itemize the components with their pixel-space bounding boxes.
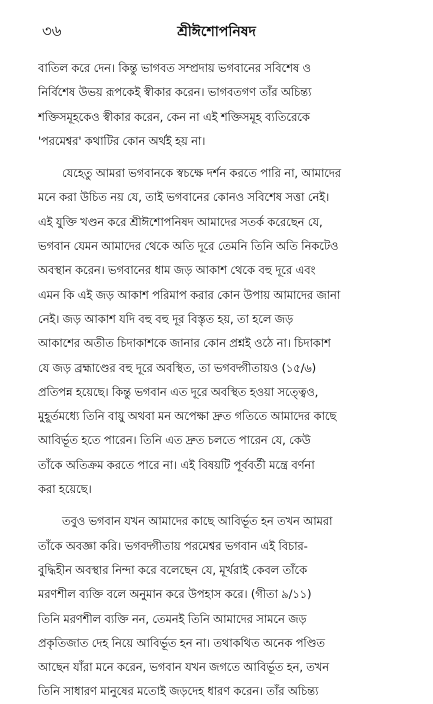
paragraph [38,509,400,703]
page-body [38,56,400,704]
text-line: করা হয়েছে। [38,482,92,497]
text-line: ভগবান যেমন আমাদের থেকে অতি দূরে তেমনি তিনি অতি নিকটেও [38,239,339,254]
text-line: প্রকৃতিজাত দেহ নিয়ে আবির্ভূত হন না। তথাকথিত অনেক পণ্ডিত [38,635,325,650]
text-line: বুদ্ধিহীন অবস্থার নিন্দা করে বলেছেন যে, মূর্খরাই কেবল তাঁকে [38,562,308,577]
text-line: নেই। জড় আকাশ যদি বহু বহু দূর বিস্তৃত হয়, তা হলে জড় [38,311,294,326]
text-line: প্রতিপন্ন হয়েছে। কিন্তু ভগবান এত দূরে অবস্থিত হওয়া সত্ত্বেও, [38,384,319,399]
text-line: মরণশীল ব্যক্তি বলে অনুমান করে উপহাস করে। (গীতা ৯/১১) [38,587,312,602]
text-line: তবুও ভগবান যখন আমাদের কাছে আবির্ভূত হন তখন আমরা [62,514,333,529]
paragraph-gap [38,501,400,509]
paragraph-gap [38,153,400,161]
text-line: আকাশের অতীত চিদাকাশকে জানার কোন প্রশ্নই ওঠে না। চিদাকাশ [38,336,331,351]
running-title: শ্রীঈশোপনিষদ [177,24,256,40]
text-line: আবির্ভূত হতে পারেন। তিনি এত দ্রুত চলতে পারেন যে, কেউ [38,433,311,448]
page-header [0,20,433,44]
paragraph [38,161,400,501]
text-line: 'পরমেশ্বর' কথাটির কোন অর্থই হয় না। [38,133,206,148]
paragraph [38,56,400,153]
text-line: এমন কি এই জড় আকাশ পরিমাপ করার কোন উপায় আমাদের জানা [38,287,341,302]
text-line: তাঁকে অতিক্রম করতে পারে না। এই বিষয়টি পূর্ববর্তী মন্ত্রে বর্ণনা [38,457,315,472]
text-line: এই যুক্তি খণ্ডন করে শ্রীঈশোপনিষদ আমাদের সতর্ক করেছেন যে, [38,214,323,229]
text-line: অবস্থান করেন। ভগবানের ধাম জড় আকাশ থেকে বহু দূরে এবং [38,263,316,278]
text-line: মনে করা উচিত নয় যে, তাই ভগবানের কোনও সবিশেষ সত্তা নেই। [38,190,330,205]
text-line: তিনি মরণশীল ব্যক্তি নন, তেমনই তিনি আমাদের সামনে জড় [38,611,307,626]
text-line: আছেন যাঁরা মনে করেন, ভগবান যখন জগতে আবির্ভূত হন, তখন [38,660,329,675]
text-line: নির্বিশেষ উভয় রূপকেই স্বীকার করেন। ভাগবতগণ তাঁর অচিন্ত্য [38,85,312,100]
text-line: মুহূর্তমধ্যে তিনি বায়ু অথবা মন অপেক্ষা দ্রুত গতিতে আমাদের কাছে [38,409,337,424]
text-line: যে জড় ব্রহ্মাণ্ডের বহু দূরে অবস্থিত, তা ভগবদ্গীতায়ও (১৫/৬) [38,360,316,375]
text-line: যেহেতু আমরা ভগবানকে স্বচক্ষে দর্শন করতে পারি না, আমাদের [62,166,341,181]
text-line: শক্তিসমূহকেও স্বীকার করেন, কেন না এই শক্তিসমূহ ব্যতিরেকে [38,109,310,124]
page-number: ৩৬ [42,22,62,40]
text-line: বাতিল করে দেন। কিন্তু ভাগবত সম্প্রদায় ভগবানের সবিশেষ ও [38,61,311,75]
text-line: তিনি সাধারণ মানুষের মতোই জড়দেহ ধারণ করেন। তাঁর অচিন্ত্য [38,684,319,699]
text-line: তাঁকে অবজ্ঞা করি। ভগবদ্গীতায় পরমেশ্বর ভগবান এই বিচার- [38,538,308,553]
